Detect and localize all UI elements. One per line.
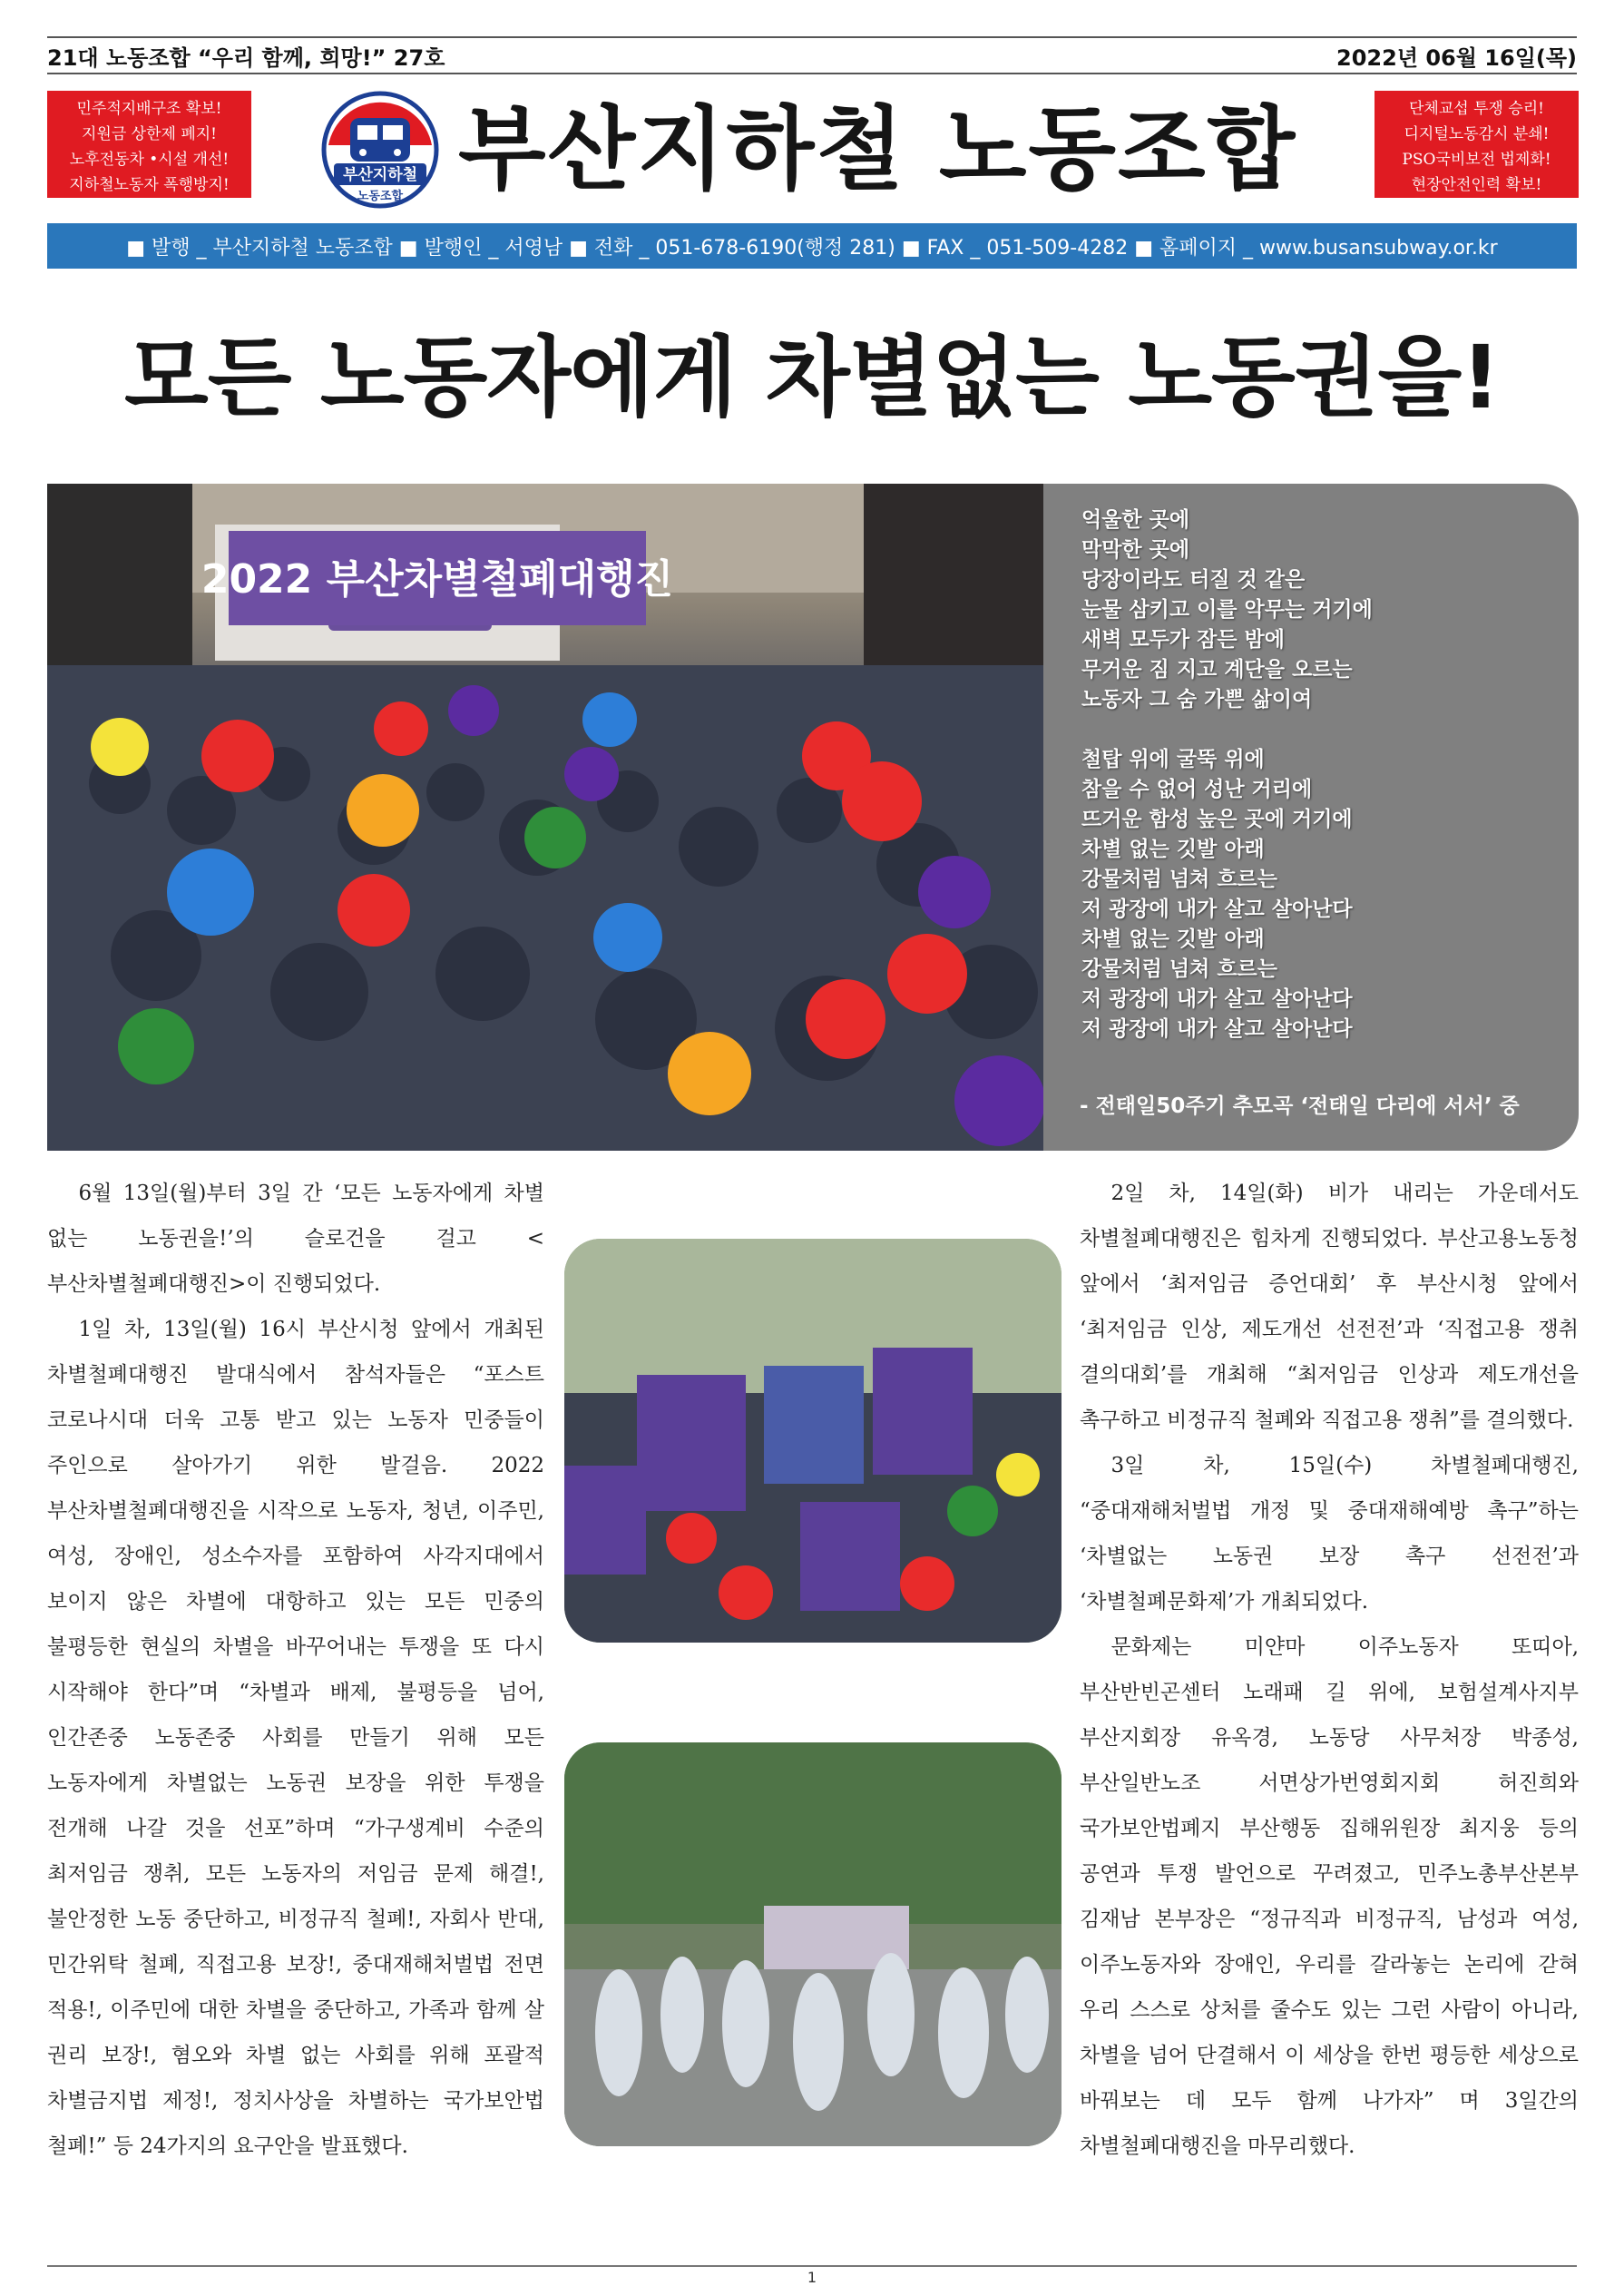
article-paragraph: 3일 차, 15일(수) 차별철폐대행진, “중대재해처벌법 개정 및 중대재해예방 촉구”하는 ‘차별없는 노동권 보장 촉구 선전전’과 ‘차별철폐문화제’가 개최되었다.: [1080, 1454, 1579, 1614]
protest-signs-image: [564, 1239, 1061, 1643]
slogan-item: 민주적지배구조 확보!: [76, 100, 222, 118]
poem-credit: - 전태일50주기 추모곡 ‘전태일 다리에 서서’ 중: [1080, 1094, 1520, 1118]
slogan-item: 현장안전인력 확보!: [1411, 176, 1542, 194]
poem-line: 저 광장에 내가 살고 살아난다: [1081, 987, 1353, 1011]
union-logo: [318, 91, 443, 209]
poem-line: 저 광장에 내가 살고 살아난다: [1081, 898, 1353, 921]
poem-line: 차별 없는 깃발 아래: [1081, 838, 1265, 861]
slogan-item: 단체교섭 투쟁 승리!: [1408, 100, 1544, 118]
poem-line: 눈물 삼키고 이를 악무는 거기에: [1081, 598, 1373, 622]
article-paragraph: 1일 차, 13일(월) 16시 부산시청 앞에서 개최된 차별철폐대행진 발대식에서 참석자들은 “포스트 코로나시대 더욱 고통 받고 있는 노동자 민중들이 주인으로 살아가기 위한 발걸음. 2022 부산차별철폐대행진을 시작으로 노동자, 청년, 이주민, 여성, 장애인, 성소수자를 포함하여 사각지대에서 보이지 않은 차별에 대항하고 있는 모든 민중의 불평등한 현실의 차별을 바꾸어내는 투쟁을 또 다시 시작해야 한다”며 “차별과 배제, 불평등을 넘어, 인간존중 노동존중 사회를 만들기 위해 모든 노동자에게 차별없는 노동권 보장을 위한 투쟁을 전개해 나갈 것을 선포”하며 “가구생계비 수준의 최저임금 쟁취, 모든 노동자의 저임금 문제 해결!, 불안정한 노동 중단하고, 비정규직 철폐!, 자회사 반대, 민간위탁 철폐, 직접고용 보장!, 중대재해처벌법 전면 적용!, 이주민에 대한 차별을 중단하고, 가족과 함께 살 권리 보장!, 혐오와 차별 없는 사회를 위해 포괄적 차별금지법 제정!, 정치사상을 차별하는 국가보안법 철폐!” 등 24가지의 요구안을 발표했다.: [47, 1318, 544, 2158]
article-left-column: [47, 1171, 544, 2169]
poem-line: 철탑 위에 굴뚝 위에: [1081, 748, 1265, 771]
banner-text: 2022 부산차별철폐대행진: [201, 556, 674, 603]
rally-photo: [47, 484, 1043, 1151]
right-slogan-box: [1375, 91, 1579, 198]
poem-line: 노동자 그 숨 가쁜 삶이여: [1081, 688, 1313, 711]
page-number: 1: [807, 2269, 817, 2286]
rain-rally-photo: [564, 1742, 1061, 2146]
rain-rally-image: [564, 1742, 1061, 2146]
logo-text: 부산지하철: [342, 166, 418, 184]
poem-line: 억울한 곳에: [1081, 508, 1190, 532]
publisher-info: ■ 발행 _ 부산지하철 노동조합 ■ 발행인 _ 서영남 ■ 전화 _ 051-678-6190(행정 281) ■ FAX _ 051-509-4282 ■ 홈페이지 _ www.busansubway.or.kr: [126, 236, 1498, 260]
poem-line: 뜨거운 함성 높은 곳에 거기에: [1081, 808, 1353, 831]
issue-date: 2022년 06월 16일(목): [1336, 44, 1577, 71]
slogan-item: PSO국비보전 법제화!: [1402, 151, 1551, 169]
slogan-item: 디지털노동감시 분쇄!: [1404, 125, 1550, 143]
masthead-title: 부산지하철 노동조합: [458, 96, 1297, 202]
protest-signs-photo: [564, 1239, 1061, 1643]
article-paragraph: 2일 차, 14일(화) 비가 내리는 가운데서도 차별철폐대행진은 힘차게 진행되었다. 부산고용노동청 앞에서 ‘최저임금 증언대회’ 후 부산시청 앞에서 ‘최저임금 인상, 제도개선 선전전’과 ‘직접고용 쟁취 결의대회’를 개최해 “최저임금 인상과 제도개선을 촉구하고 비정규직 철폐와 직접고용 쟁취”를 결의했다.: [1080, 1182, 1579, 1432]
slogan-item: 지원금 상한제 폐지!: [81, 125, 217, 143]
issue-label: 21대 노동조합 “우리 함께, 희망!” 27호: [47, 44, 445, 71]
left-slogan-box: [47, 91, 251, 198]
page-headline: 모든 노동자에게 차별없는 노동권을!: [123, 327, 1501, 428]
rally-crowd-image: [47, 484, 1043, 1151]
logo-subtext: 노동조합: [357, 190, 404, 203]
article-right-column: [1080, 1171, 1579, 2169]
poem-line: 참을 수 없어 성난 거리에: [1081, 778, 1313, 801]
poem-line: 무거운 짐 지고 계단을 오르는: [1081, 658, 1353, 682]
poem-text: [1081, 505, 1562, 1045]
poem-line: 강물처럼 넘쳐 흐르는: [1081, 868, 1277, 891]
publisher-info-bar: [47, 223, 1577, 269]
issue-line: [47, 36, 1577, 74]
article-paragraph: 6월 13일(월)부터 3일 간 ‘모든 노동자에게 차별 없는 노동권을!’의 슬로건을 걸고 <부산차별철폐대행진>이 진행되었다.: [47, 1182, 544, 1296]
subway-logo-icon: [318, 91, 443, 209]
poem-line: 강물처럼 넘쳐 흐르는: [1081, 957, 1277, 981]
poem-line: 당장이라도 터질 것 같은: [1081, 568, 1306, 592]
article-paragraph: 문화제는 미얀마 이주노동자 또띠아, 부산반빈곤센터 노래패 길 위에, 보험설계사지부 부산지회장 유옥경, 노동당 사무처장 박종성, 부산일반노조 서면상가번영회지회 허진희와 국가보안법폐지 부산행동 집해위원장 최지웅 등의 공연과 투쟁 발언으로 꾸려졌고, 민주노총부산본부 김재남 본부장은 “정규직과 비정규직, 남성과 여성, 이주노동자와 장애인, 우리를 갈라놓는 논리에 갇혀 우리 스스로 상처를 줄수도 있는 그런 사람이 아니라, 차별을 넘어 단결해서 이 세상을 한번 평등한 세상으로 바꿔보는 데 모두 함께 나가자” 며 3일간의 차별철폐대행진을 마무리했다.: [1080, 1635, 1579, 2158]
footer-divider: [47, 2265, 1577, 2267]
poem-line: 막막한 곳에: [1081, 538, 1190, 562]
poem-line: 저 광장에 내가 살고 살아난다: [1081, 1017, 1353, 1041]
poem-line: 새벽 모두가 잠든 밤에: [1081, 628, 1285, 652]
slogan-item: 지하철노동자 폭행방지!: [69, 176, 230, 194]
slogan-item: 노후전동차 •시설 개선!: [69, 151, 230, 169]
poem-line: 차별 없는 깃발 아래: [1081, 927, 1265, 951]
